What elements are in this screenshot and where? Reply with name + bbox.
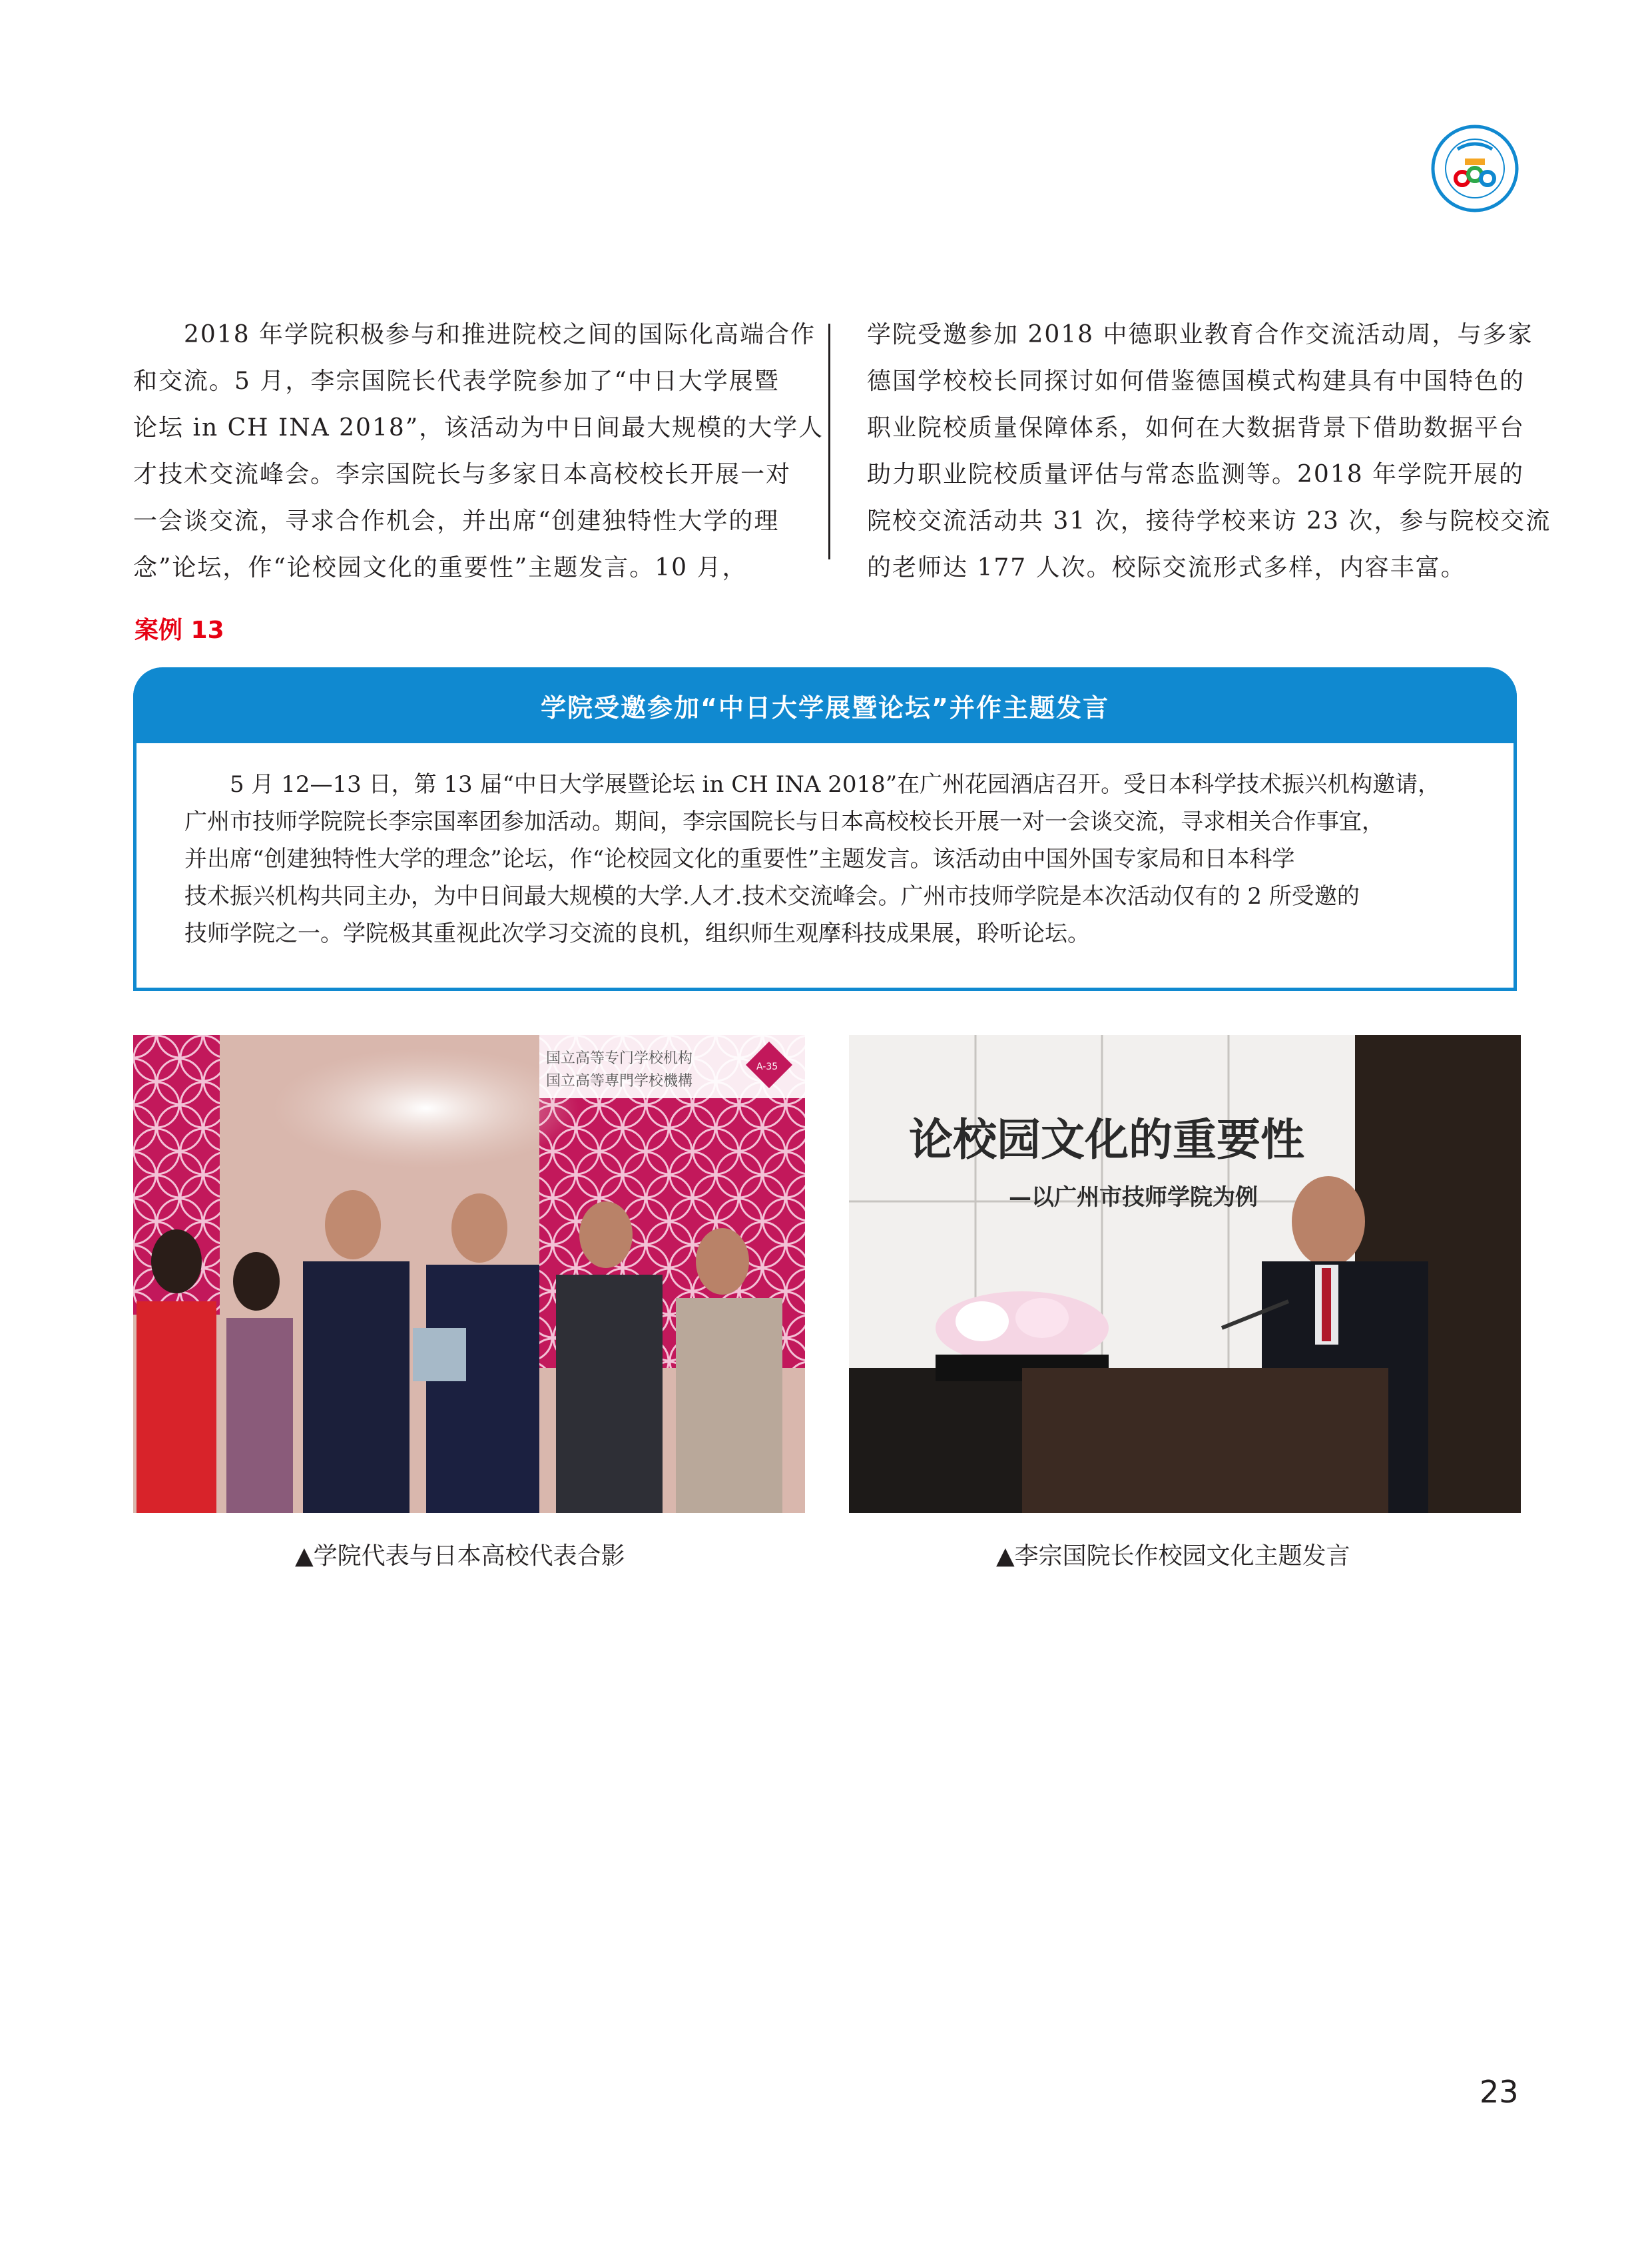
text-line: 2018 年学院积极参与和推进院校之间的国际化高端合作	[133, 321, 816, 348]
text-line: 德国学校校长同探讨如何借鉴德国模式构建具有中国特色的	[867, 368, 1525, 395]
case-title: 学院受邀参加“中日大学展暨论坛”并作主题发言	[133, 667, 1517, 743]
page-number: 23	[1480, 2074, 1519, 2110]
slide-subtitle: —以广州市技师学院为例	[1009, 1184, 1258, 1211]
case-line: 广州市技师学院院长李宗国率团参加活动。期间，李宗国院长与日本高校校长开展一对一会谈交流，寻求相关合作事宜，	[184, 808, 1384, 835]
case-label: 案例 13	[135, 617, 224, 644]
left-column-text	[133, 312, 824, 591]
case-box	[133, 667, 1517, 991]
text-line: 一会谈交流，寻求合作机会，并出席“创建独特性大学的理	[133, 507, 780, 535]
text-line: 才技术交流峰会。李宗国院长与多家日本高校校长开展一对	[133, 461, 792, 488]
case-line: 技师学院之一。学院极其重视此次学习交流的良机，组织师生观摩科技成果展，聆听论坛。	[184, 920, 1090, 947]
text-line: 念”论坛，作“论校园文化的重要性”主题发言。10 月，	[133, 554, 748, 581]
case-body	[184, 766, 1476, 952]
caption-group-photo: ▲学院代表与日本高校代表合影	[295, 1542, 625, 1570]
text-line: 助力职业院校质量评估与常态监测等。2018 年学院开展的	[867, 461, 1525, 488]
text-line: 院校交流活动共 31 次，接待学校来访 23 次，参与院校交流	[867, 507, 1551, 535]
case-line: 并出席“创建独特性大学的理念”论坛，作“论校园文化的重要性”主题发言。该活动由中国外国专家局和日本科学	[184, 846, 1295, 872]
college-logo	[1430, 124, 1519, 213]
group-photo	[133, 1035, 805, 1513]
case-line: 5 月 12—13 日，第 13 届“中日大学展暨论坛 in CH INA 2018”在广州花园酒店召开。受日本科学技术振兴机构邀请，	[184, 771, 1441, 798]
text-line: 论坛 in CH INA 2018”，该活动为中日间最大规模的大学人	[133, 414, 824, 442]
right-column-text	[867, 312, 1551, 591]
booth-tag: A-35	[756, 1062, 778, 1072]
text-line: 学院受邀参加 2018 中德职业教育合作交流活动周，与多家	[867, 321, 1533, 348]
case-line: 技术振兴机构共同主办，为中日间最大规模的大学.人才.技术交流峰会。广州市技师学院是本次活动仅有的 2 所受邀的	[184, 883, 1360, 910]
slide-title: 论校园文化的重要性	[909, 1114, 1304, 1165]
booth-sign-line1: 国立高等专门学校机构	[546, 1050, 693, 1067]
text-line: 职业院校质量保障体系，如何在大数据背景下借助数据平台	[867, 414, 1525, 442]
booth-sign-line2: 国立高等専門学校機構	[546, 1073, 693, 1090]
speech-photo	[849, 1035, 1521, 1513]
caption-speech-photo: ▲李宗国院长作校园文化主题发言	[996, 1542, 1350, 1570]
text-line: 和交流。5 月，李宗国院长代表学院参加了“中日大学展暨	[133, 368, 780, 395]
text-line: 的老师达 177 人次。校际交流形式多样，内容丰富。	[867, 554, 1466, 581]
column-divider	[828, 324, 830, 559]
